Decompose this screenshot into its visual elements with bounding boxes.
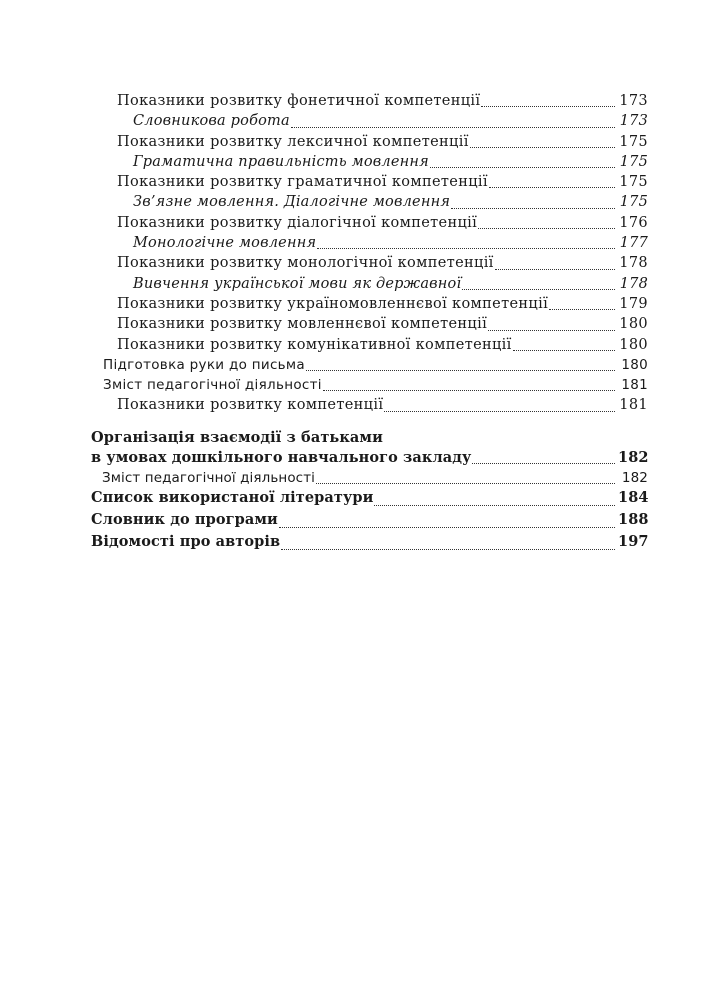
toc-entry[interactable] [0, 294, 720, 314]
toc-entry[interactable] [0, 274, 720, 294]
toc-entry-page: 175 [619, 194, 648, 211]
toc-entry[interactable] [0, 233, 720, 253]
toc-entry[interactable] [0, 395, 720, 415]
dot-leader [316, 482, 615, 484]
dot-leader [291, 126, 615, 128]
toc-entry-title: Зміст педагогічної діяльності [102, 469, 316, 486]
toc-entry-page: 188 [618, 511, 649, 529]
dot-leader [451, 207, 615, 209]
toc-entry-title: Зміст педагогічної діяльності [103, 377, 322, 394]
toc-entry[interactable] [0, 91, 720, 111]
toc-entry-page: 177 [619, 235, 648, 252]
toc-entry-title: Показники розвитку діалогічної компетенції [117, 214, 478, 231]
toc-entry[interactable] [0, 152, 720, 172]
toc-entry-title: Список використаної літератури [91, 489, 374, 507]
dot-leader [478, 227, 615, 229]
table-of-contents [0, 91, 720, 554]
dot-leader [549, 308, 615, 310]
toc-entry[interactable] [0, 172, 720, 192]
toc-section-entry[interactable] [0, 428, 720, 468]
toc-entry[interactable] [0, 468, 720, 488]
toc-entry-title: Показники розвитку україномовленнєвої компетенції [117, 295, 549, 312]
toc-entry-page: 178 [619, 275, 648, 292]
dot-leader [374, 504, 615, 506]
toc-entry-page: 176 [619, 214, 648, 231]
toc-entry-page: 173 [619, 93, 648, 109]
toc-entry-title: Словник до програми [91, 511, 278, 529]
toc-entry-page: 184 [618, 489, 649, 507]
dot-leader [384, 410, 615, 412]
toc-entry[interactable] [0, 335, 720, 355]
toc-entry-title: Монологічне мовлення [133, 235, 317, 252]
toc-entry-title: Словникова робота [133, 113, 290, 130]
toc-entry-page: 175 [619, 133, 648, 150]
toc-entry-title: Підготовка руки до письма [103, 356, 305, 373]
toc-entry-page: 180 [619, 316, 648, 333]
toc-entry-title: Показники розвитку компетенції [117, 397, 384, 414]
toc-entry-page: 180 [619, 336, 648, 353]
dot-leader [472, 462, 615, 464]
toc-entry-page: 182 [618, 448, 649, 466]
toc-entry[interactable] [0, 192, 720, 212]
toc-entry-page: 179 [619, 295, 648, 312]
toc-entry-page: 182 [621, 469, 648, 486]
toc-entry[interactable] [0, 132, 720, 152]
toc-entry-title: Граматична правильність мовлення [133, 153, 429, 170]
dot-leader [462, 288, 615, 290]
dot-leader [323, 389, 615, 391]
dot-leader [306, 369, 615, 371]
toc-section-entry[interactable] [0, 488, 720, 510]
dot-leader [513, 349, 615, 351]
toc-entry[interactable] [0, 314, 720, 334]
toc-entry-title: Показники розвитку комунікативної компетенції [117, 336, 512, 353]
toc-entry-page: 181 [619, 397, 648, 414]
toc-entry-page: 173 [619, 113, 648, 130]
dot-leader [279, 526, 615, 528]
toc-entry[interactable] [0, 375, 720, 395]
toc-entry-title: Вивчення української мови як державної [133, 275, 462, 292]
toc-entry-title: Відомості про авторів [91, 533, 281, 551]
toc-entry-title: Показники розвитку граматичної компетенції [117, 174, 488, 191]
toc-section-title [91, 428, 471, 468]
toc-entry[interactable] [0, 111, 720, 131]
toc-section-title-line1: Організація взаємодії з батьками [91, 428, 383, 446]
dot-leader [470, 146, 615, 148]
toc-section-entry[interactable] [0, 510, 720, 532]
dot-leader [481, 105, 615, 107]
toc-entry-page: 175 [619, 153, 648, 170]
toc-entry-page: 175 [619, 174, 648, 191]
toc-entry[interactable] [0, 253, 720, 273]
toc-section-entry[interactable] [0, 532, 720, 554]
toc-entry-page: 181 [621, 377, 648, 394]
dot-leader [495, 268, 615, 270]
section-spacer [0, 416, 720, 428]
dot-leader [430, 166, 615, 168]
toc-entry[interactable] [0, 213, 720, 233]
toc-entry-title: Показники розвитку фонетичної компетенції [117, 93, 481, 109]
dot-leader [317, 247, 615, 249]
toc-entry[interactable] [0, 355, 720, 375]
dot-leader [281, 548, 615, 550]
toc-section-title-line2: в умовах дошкільного навчального закладу [91, 448, 472, 466]
dot-leader [489, 186, 615, 188]
toc-entry-title: Показники розвитку монологічної компетенції [117, 255, 494, 272]
toc-entry-page: 197 [618, 533, 649, 551]
toc-entry-title: Показники розвитку мовленнєвої компетенції [117, 316, 488, 333]
toc-entry-title: Зв’язне мовлення. Діалогічне мовлення [133, 194, 451, 211]
toc-entry-page: 178 [619, 255, 648, 272]
toc-entry-page: 180 [621, 356, 648, 373]
dot-leader [488, 329, 615, 331]
toc-entry-title: Показники розвитку лексичної компетенції [117, 133, 469, 150]
